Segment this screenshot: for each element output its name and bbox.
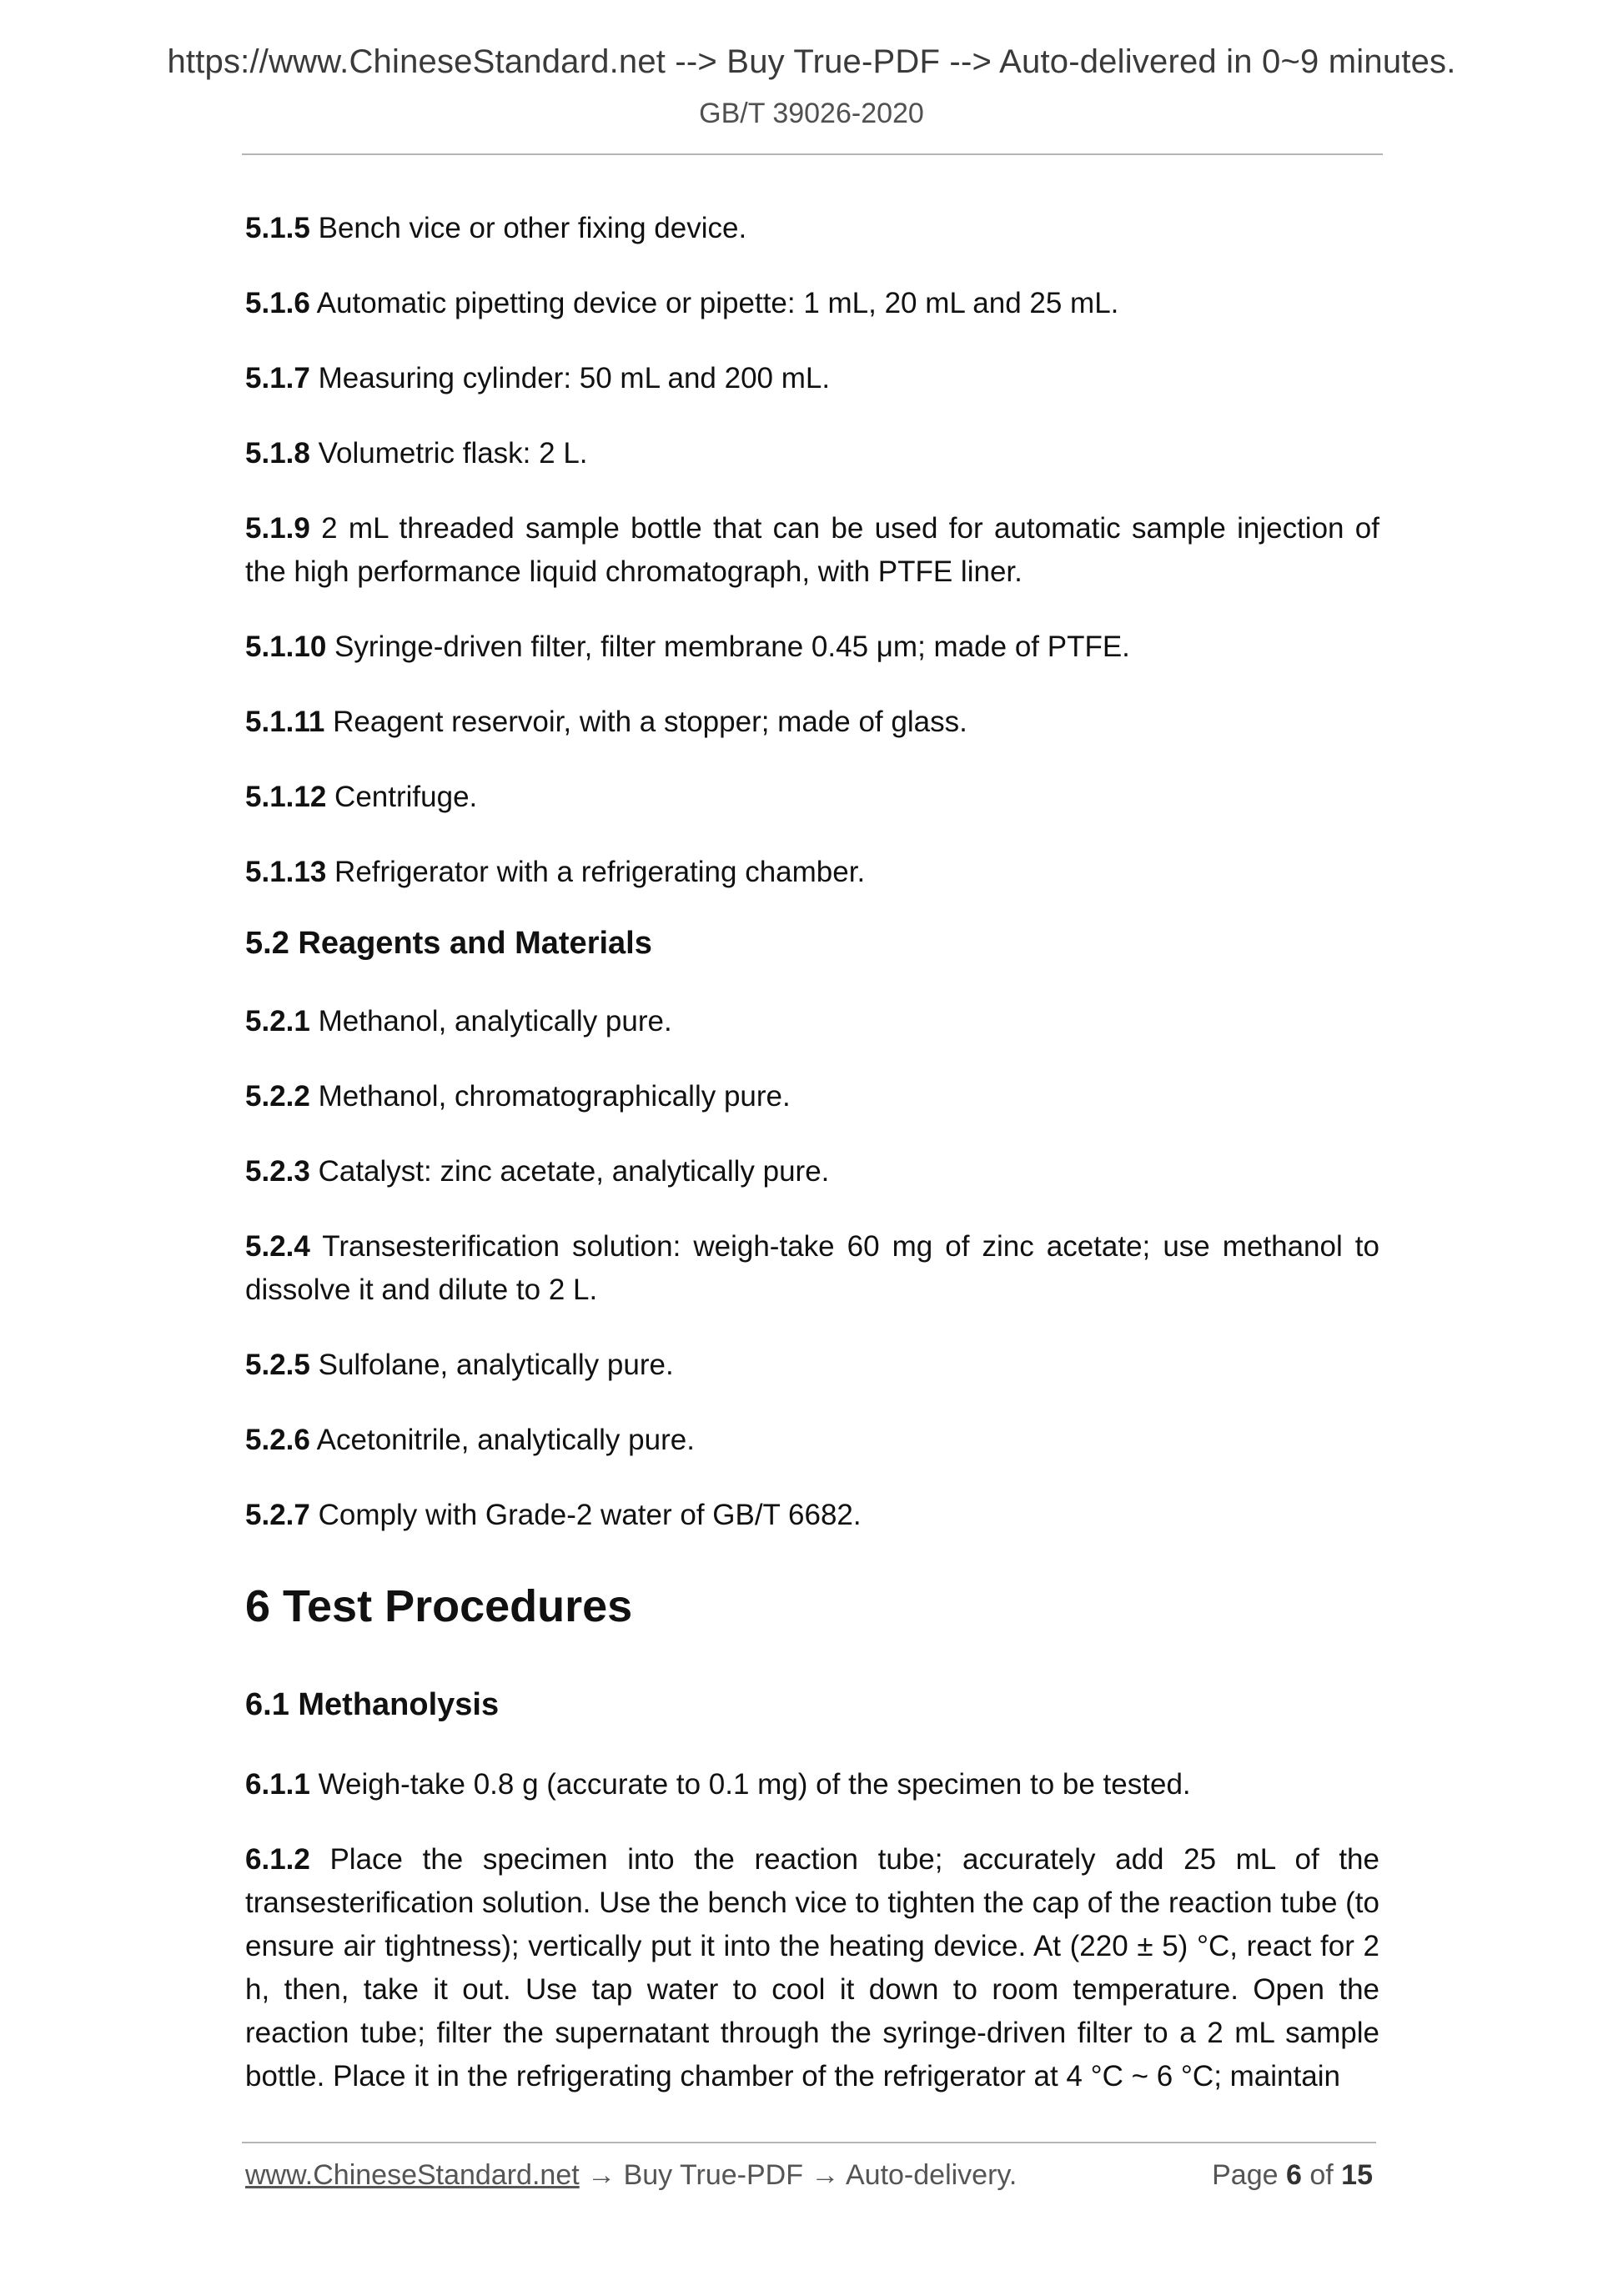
page-indicator (1212, 2159, 1373, 2192)
clause-number: 5.1.9 (245, 512, 310, 545)
clause-number: 6.1.2 (245, 1843, 310, 1876)
clause-number: 5.2.2 (245, 1080, 310, 1113)
page-number: 6 (1285, 2159, 1302, 2191)
clause-text: 2 mL threaded sample bottle that can be used for automatic sample injection of the high performance liquid chromatograph, with PTFE liner. (245, 512, 1379, 588)
clause-5-2-2 (245, 1075, 1379, 1118)
footer-tagline: → Buy True-PDF → Auto-delivery. (579, 2159, 1018, 2191)
of-label: of (1309, 2159, 1334, 2191)
clause-6-1-1 (245, 1763, 1379, 1806)
header-url-line: https://www.ChineseStandard.net --> Buy True-PDF --> Auto-delivered in 0~9 minutes. (167, 43, 1456, 80)
heading-6: 6 Test Procedures (245, 1581, 633, 1631)
clause-text: Bench vice or other fixing device. (318, 212, 747, 244)
clause-text: Methanol, analytically pure. (318, 1005, 672, 1037)
clause-6-1-2 (245, 1838, 1379, 2098)
clause-5-1-5 (245, 207, 1379, 250)
clause-number: 5.2.3 (245, 1155, 310, 1188)
clause-text: Centrifuge. (334, 781, 478, 813)
clause-5-2-6 (245, 1419, 1379, 1462)
page-footer (245, 2159, 1379, 2192)
clause-number: 5.1.7 (245, 362, 310, 394)
clause-number: 5.1.8 (245, 437, 310, 470)
header-divider (242, 153, 1383, 155)
clause-text: Reagent reservoir, with a stopper; made of glass. (333, 706, 967, 738)
header-standard-number: GB/T 39026-2020 (699, 98, 924, 129)
clause-text: Measuring cylinder: 50 mL and 200 mL. (318, 362, 831, 394)
clause-5-1-12 (245, 776, 1379, 819)
clause-5-1-8 (245, 432, 1379, 475)
clause-number: 5.1.10 (245, 631, 327, 663)
clause-5-2-1 (245, 1000, 1379, 1043)
clause-5-2-5 (245, 1344, 1379, 1387)
clause-5-1-6 (245, 282, 1379, 325)
clause-text: Methanol, chromatographically pure. (318, 1080, 791, 1113)
clause-number: 5.2.6 (245, 1424, 310, 1456)
clause-5-1-11 (245, 701, 1379, 744)
clause-5-2-3 (245, 1150, 1379, 1193)
clause-text: Acetonitrile, analytically pure. (316, 1424, 695, 1456)
clause-number: 5.1.11 (245, 706, 325, 738)
heading-6-1: 6.1 Methanolysis (245, 1687, 500, 1722)
clause-5-2-4 (245, 1225, 1379, 1312)
clause-number: 5.2.1 (245, 1005, 310, 1037)
clause-text: Volumetric flask: 2 L. (318, 437, 588, 470)
clause-text: Sulfolane, analytically pure. (318, 1349, 674, 1381)
clause-text: Comply with Grade-2 water of GB/T 6682. (318, 1499, 862, 1531)
clause-5-1-10 (245, 625, 1379, 669)
clause-number: 6.1.1 (245, 1768, 310, 1801)
clause-text: Weigh-take 0.8 g (accurate to 0.1 mg) of the specimen to be tested. (318, 1768, 1191, 1801)
page-label: Page (1212, 2159, 1279, 2191)
clause-text: Syringe-driven filter, filter membrane 0.45 μm; made of PTFE. (334, 631, 1130, 663)
clause-text: Catalyst: zinc acetate, analytically pure. (318, 1155, 830, 1188)
footer-divider (242, 2142, 1376, 2143)
clause-number: 5.1.12 (245, 781, 327, 813)
clause-number: 5.1.13 (245, 856, 327, 888)
footer-site-link[interactable]: www.ChineseStandard.net (245, 2159, 580, 2191)
clause-number: 5.1.5 (245, 212, 310, 244)
clause-5-1-9 (245, 507, 1379, 594)
clause-text: Automatic pipetting device or pipette: 1 mL, 20 mL and 25 mL. (316, 287, 1119, 319)
clause-5-1-13 (245, 851, 1379, 894)
page-total: 15 (1341, 2159, 1373, 2191)
clause-text: Place the specimen into the reaction tube; accurately add 25 mL of the transesterification solution. Use the bench vice to tighten the cap of the reaction tube (to ensure air tightness); vertically put it into the heating device. At (220 ± 5) °C, react for 2 h, then, take it out. Use tap water to cool it down to room temperature. Open the reaction tube; filter the supernatant through the syringe-driven filter to a 2 mL sample bottle. Place it in the refrigerating chamber of the refrigerator at 4 °C ~ 6 °C; maintain (245, 1843, 1379, 2093)
clause-number: 5.2.7 (245, 1499, 310, 1531)
heading-5-2: 5.2 Reagents and Materials (245, 926, 652, 961)
clause-number: 5.1.6 (245, 287, 310, 319)
clause-text: Refrigerator with a refrigerating chamber. (334, 856, 866, 888)
clause-text: Transesterification solution: weigh-take 60 mg of zinc acetate; use methanol to dissolve it and dilute to 2 L. (245, 1230, 1379, 1306)
clause-5-2-7 (245, 1494, 1379, 1537)
clause-number: 5.2.5 (245, 1349, 310, 1381)
clause-number: 5.2.4 (245, 1230, 310, 1263)
clause-5-1-7 (245, 357, 1379, 400)
